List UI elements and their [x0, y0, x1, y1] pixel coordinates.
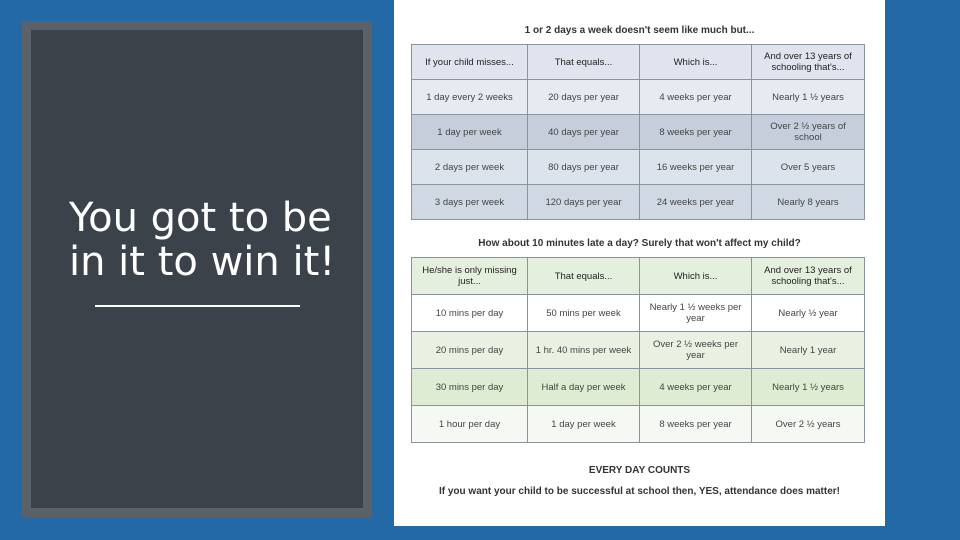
title-panel — [31, 30, 363, 508]
table-cell: 1 day per week — [528, 406, 640, 443]
table-row — [412, 150, 865, 185]
table-header-cell: He/she is only missing just... — [412, 258, 528, 295]
slide-title — [69, 196, 359, 284]
table-header-cell: That equals... — [528, 45, 640, 80]
table-cell: 8 weeks per year — [640, 115, 752, 150]
table-header-row — [412, 45, 865, 80]
table-cell: 3 days per week — [412, 185, 528, 220]
table-cell: 2 days per week — [412, 150, 528, 185]
table-cell: Nearly 1 ½ weeks per year — [640, 295, 752, 332]
attendance-document — [394, 0, 885, 526]
table-cell: 20 days per year — [528, 80, 640, 115]
table-cell: 8 weeks per year — [640, 406, 752, 443]
table2-heading: How about 10 minutes late a day? Surely that won't affect my child? — [478, 238, 801, 249]
table-header-row — [412, 258, 865, 295]
table-row — [412, 332, 865, 369]
table-header-cell: Which is... — [640, 258, 752, 295]
table-header-cell: And over 13 years of schooling that's... — [752, 258, 865, 295]
slide-title-line-2: in it to win it! — [69, 239, 336, 285]
table-cell: Nearly 1 ½ years — [752, 80, 865, 115]
table-row — [412, 115, 865, 150]
table-header-cell: And over 13 years of schooling that's... — [752, 45, 865, 80]
table-cell: Over 2 ½ years — [752, 406, 865, 443]
table-cell: 4 weeks per year — [640, 369, 752, 406]
table-row — [412, 406, 865, 443]
table-cell: Nearly 1 year — [752, 332, 865, 369]
days-missed-table — [411, 44, 865, 220]
footer-text: If you want your child to be successful at school then, YES, attendance does matter! — [438, 486, 840, 497]
table-cell: 50 mins per week — [528, 295, 640, 332]
table-header-cell: Which is... — [640, 45, 752, 80]
table-cell: 1 hr. 40 mins per week — [528, 332, 640, 369]
table-cell: Nearly 1 ½ years — [752, 369, 865, 406]
table-cell: 24 weeks per year — [640, 185, 752, 220]
title-underline — [95, 305, 300, 307]
title-panel-frame — [22, 21, 372, 517]
table-cell: 120 days per year — [528, 185, 640, 220]
table-cell: 16 weeks per year — [640, 150, 752, 185]
table-cell: 1 day every 2 weeks — [412, 80, 528, 115]
table-header-cell: If your child misses... — [412, 45, 528, 80]
table-cell: 1 day per week — [412, 115, 528, 150]
table-row — [412, 185, 865, 220]
table-cell: 1 hour per day — [412, 406, 528, 443]
table-row — [412, 295, 865, 332]
table-cell: 40 days per year — [528, 115, 640, 150]
table-cell: Over 2 ½ years of school — [752, 115, 865, 150]
table-row — [412, 80, 865, 115]
table-cell: 80 days per year — [528, 150, 640, 185]
table1-heading: 1 or 2 days a week doesn't seem like much but... — [524, 25, 755, 36]
table-cell: 10 mins per day — [412, 295, 528, 332]
slide-title-line-1: You got to be — [69, 195, 332, 241]
table-cell: 30 mins per day — [412, 369, 528, 406]
table-cell: Over 2 ½ weeks per year — [640, 332, 752, 369]
table-cell: Over 5 years — [752, 150, 865, 185]
table-header-cell: That equals... — [528, 258, 640, 295]
table-cell: 20 mins per day — [412, 332, 528, 369]
table-cell: Half a day per week — [528, 369, 640, 406]
table-cell: Nearly ½ year — [752, 295, 865, 332]
footer-title: EVERY DAY COUNTS — [588, 465, 691, 476]
table-cell: Nearly 8 years — [752, 185, 865, 220]
table-cell: 4 weeks per year — [640, 80, 752, 115]
table-row — [412, 369, 865, 406]
minutes-late-table — [411, 257, 865, 443]
